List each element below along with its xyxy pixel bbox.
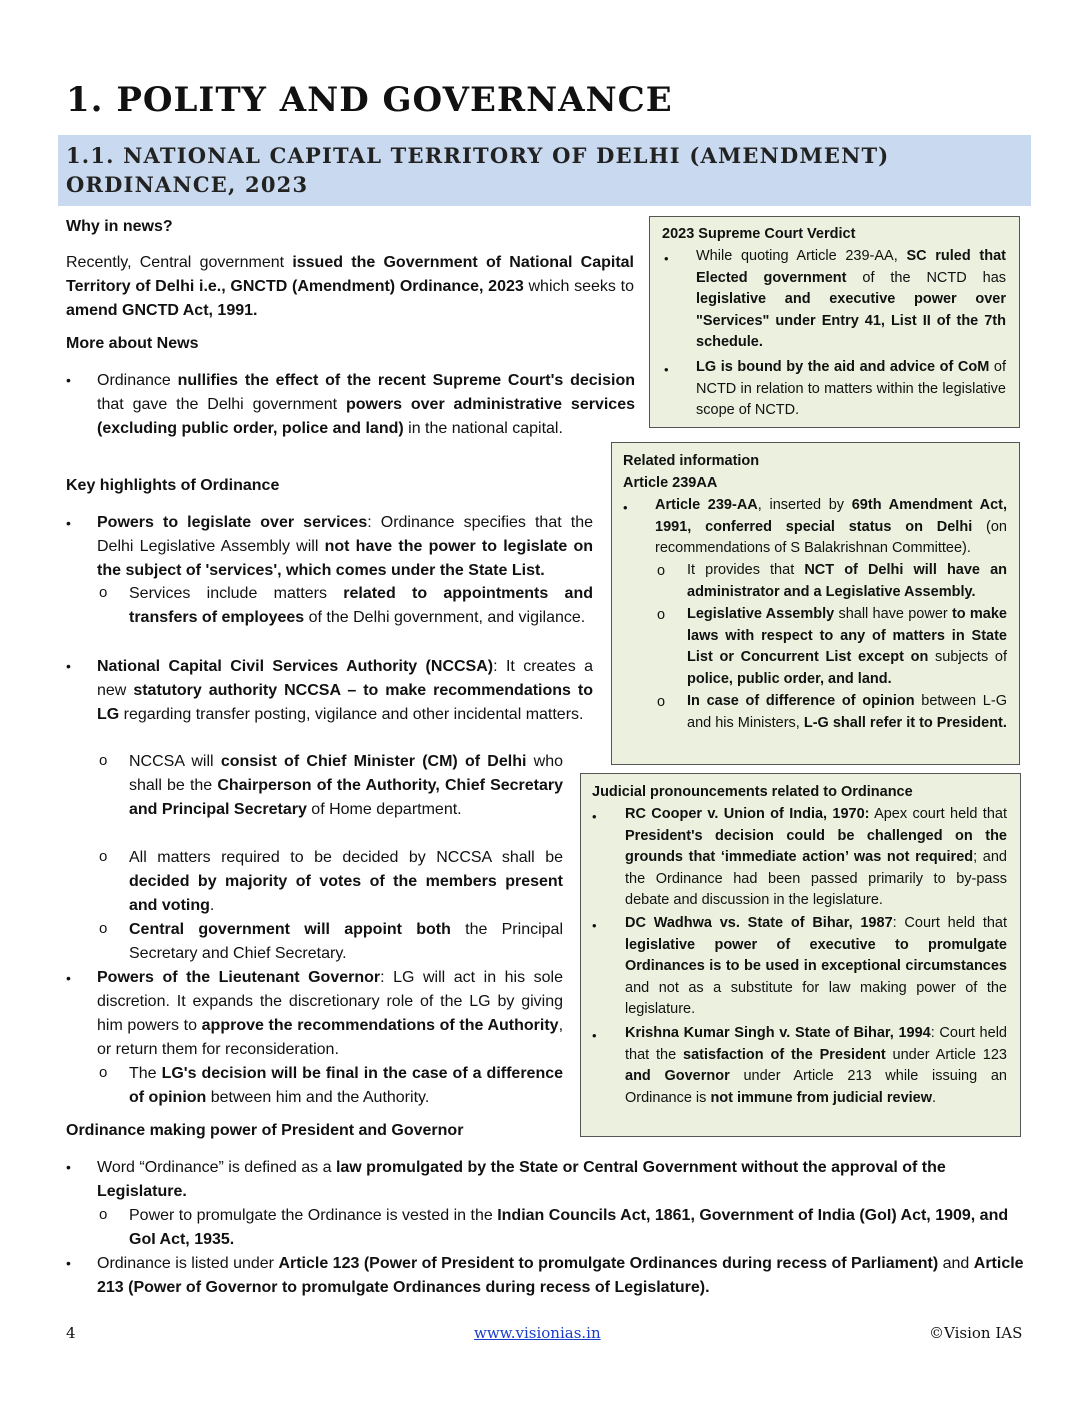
ordinance-articles: Ordinance is listed under Article 123 (Power of President to promulgate Ordinances during recess of Parliament) and Article 213 (Power of Governor to promulgate Ordinances during recess of Legislature).	[97, 1255, 1024, 1296]
sc-verdict-title: 2023 Supreme Court Verdict	[662, 226, 856, 242]
article-239aa-sub: In case of difference of opinion between L-G and his Ministers, L-G shall refer it to President.	[687, 693, 1007, 731]
sc-verdict-item: LG is bound by the aid and advice of CoM of NCTD in relation to matters within the legislative scope of NCTD.	[696, 359, 1006, 418]
bullet-icon: •	[664, 251, 669, 266]
bullet-icon: •	[66, 1159, 71, 1175]
page-title: 1. POLITY AND GOVERNANCE	[66, 80, 673, 120]
sub-bullet-icon: o	[99, 584, 108, 601]
highlight-nccsa-composition: NCCSA will consist of Chief Minister (CM) of Delhi who shall be the Chairperson of the Authority, Chief Secretary and Principal Secretary of Home department.	[129, 753, 564, 818]
bullet-icon: •	[66, 658, 71, 674]
copyright: ©Vision IAS	[929, 1324, 1023, 1342]
judicial-item-dc-wadhwa: DC Wadhwa vs. State of Bihar, 1987: Court held that legislative power of executive to promulgate Ordinances is to be used in exceptional circumstances and not as a substitute for law making power of the legislature.	[625, 915, 1008, 1017]
highlight-lg-final: The LG's decision will be final in the case of a difference of opinion between him and the Authority.	[129, 1065, 564, 1106]
sub-bullet-icon: o	[99, 1064, 108, 1081]
judicial-item-krishna-kumar: Krishna Kumar Singh v. State of Bihar, 1994: Court held that the satisfaction of the President under Article 123 and Governor under Article 213 while issuing an Ordinance is not immune from judicial review.	[625, 1025, 1007, 1106]
judicial-item-rc-cooper: RC Cooper v. Union of India, 1970: Apex court held that President's decision could be challenged on the grounds that ‘immediate action’ was not required; and the Ordinance had been passed primarily to by-pass debate and discussion in the legislature.	[625, 806, 1007, 908]
sub-bullet-icon: o	[99, 752, 108, 769]
footer-link-wrap	[474, 1324, 601, 1342]
related-info-title: Related information	[623, 453, 760, 469]
why-in-news-heading: Why in news?	[66, 218, 173, 235]
related-info-box	[611, 442, 1020, 765]
sub-bullet-icon: o	[657, 563, 666, 579]
article-239aa-sub: Legislative Assembly shall have power to make laws with respect to any of matters in State List or Concurrent List except on subjects of police, public order, and land.	[687, 606, 1008, 687]
section-title: 1.1. NATIONAL CAPITAL TERRITORY OF DELHI (AMENDMENT) ORDINANCE, 2023	[66, 143, 890, 197]
website-link[interactable]: www.visionias.in	[474, 1324, 601, 1342]
sc-verdict-item: While quoting Article 239-AA, SC ruled that Elected government of the NCTD has legislative and executive power over "Services" under Entry 41, List II of the 7th schedule.	[696, 248, 1007, 350]
sub-bullet-icon: o	[99, 920, 108, 937]
sub-bullet-icon: o	[99, 1206, 108, 1223]
highlight-nccsa-appoint: Central government will appoint both the Principal Secretary and Chief Secretary.	[129, 921, 563, 962]
judicial-box	[580, 773, 1021, 1137]
bullet-icon: •	[664, 362, 669, 377]
related-info-subtitle: Article 239AA	[623, 475, 718, 491]
highlight-legislate-services: Powers to legislate over services: Ordinance specifies that the Delhi Legislative Assembly will not have the power to legislate on the subject of 'services', which comes under the State List.	[97, 514, 593, 579]
section-header-bar	[58, 135, 1031, 206]
ordinance-power-vested: Power to promulgate the Ordinance is vested in the Indian Councils Act, 1861, Government of India (GoI) Act, 1909, and GoI Act, 1935.	[129, 1207, 1009, 1248]
key-highlights-heading: Key highlights of Ordinance	[66, 477, 280, 494]
article-239aa-sub: It provides that NCT of Delhi will have an administrator and a Legislative Assembly.	[687, 562, 1007, 600]
bullet-icon: •	[592, 1028, 597, 1043]
page-number: 4	[66, 1324, 76, 1342]
judicial-title: Judicial pronouncements related to Ordinance	[592, 784, 913, 800]
ordinance-power-heading: Ordinance making power of President and Governor	[66, 1122, 464, 1139]
bullet-icon: •	[592, 809, 597, 824]
why-in-news-paragraph: Recently, Central government issued the Government of National Capital Territory of Delhi i.e., GNCTD (Amendment) Ordinance, 2023 which seeks to amend GNCTD Act, 1991.	[66, 254, 635, 319]
sub-bullet-icon: o	[657, 694, 666, 710]
sub-bullet-icon: o	[99, 848, 108, 865]
bullet-icon: •	[66, 970, 71, 986]
highlight-nccsa-majority: All matters required to be decided by NCCSA shall be decided by majority of votes of the members present and voting.	[129, 849, 563, 914]
bullet-icon: •	[66, 1255, 71, 1271]
bullet-icon: •	[66, 515, 71, 531]
ordinance-definition: Word “Ordinance” is defined as a law promulgated by the State or Central Government without the approval of the Legislature.	[97, 1159, 946, 1200]
sc-verdict-box	[649, 216, 1020, 428]
sub-bullet-icon: o	[657, 607, 666, 623]
bullet-icon: •	[592, 918, 597, 933]
highlight-services-include: Services include matters related to appointments and transfers of employees of the Delhi government, and vigilance.	[129, 585, 593, 626]
more-about-heading: More about News	[66, 335, 199, 352]
bullet-icon: •	[623, 500, 628, 515]
more-about-item: Ordinance nullifies the effect of the recent Supreme Court's decision that gave the Delhi government powers over administrative services (excluding public order, police and land) in the national capital.	[97, 372, 635, 437]
bullet-icon: •	[66, 372, 71, 388]
highlight-nccsa: National Capital Civil Services Authority (NCCSA): It creates a new statutory authority NCCSA – to make recommendations to LG regarding transfer posting, vigilance and other incidental matters.	[97, 658, 594, 723]
highlight-lg-powers: Powers of the Lieutenant Governor: LG will act in his sole discretion. It expands the discretionary role of the LG by giving him powers to approve the recommendations of the Authority, or return them for reconsideration.	[97, 969, 564, 1058]
article-239aa-item: Article 239-AA, inserted by 69th Amendment Act, 1991, conferred special status on Delhi (on recommendations of S Balakrishnan Committee).	[655, 497, 1007, 556]
